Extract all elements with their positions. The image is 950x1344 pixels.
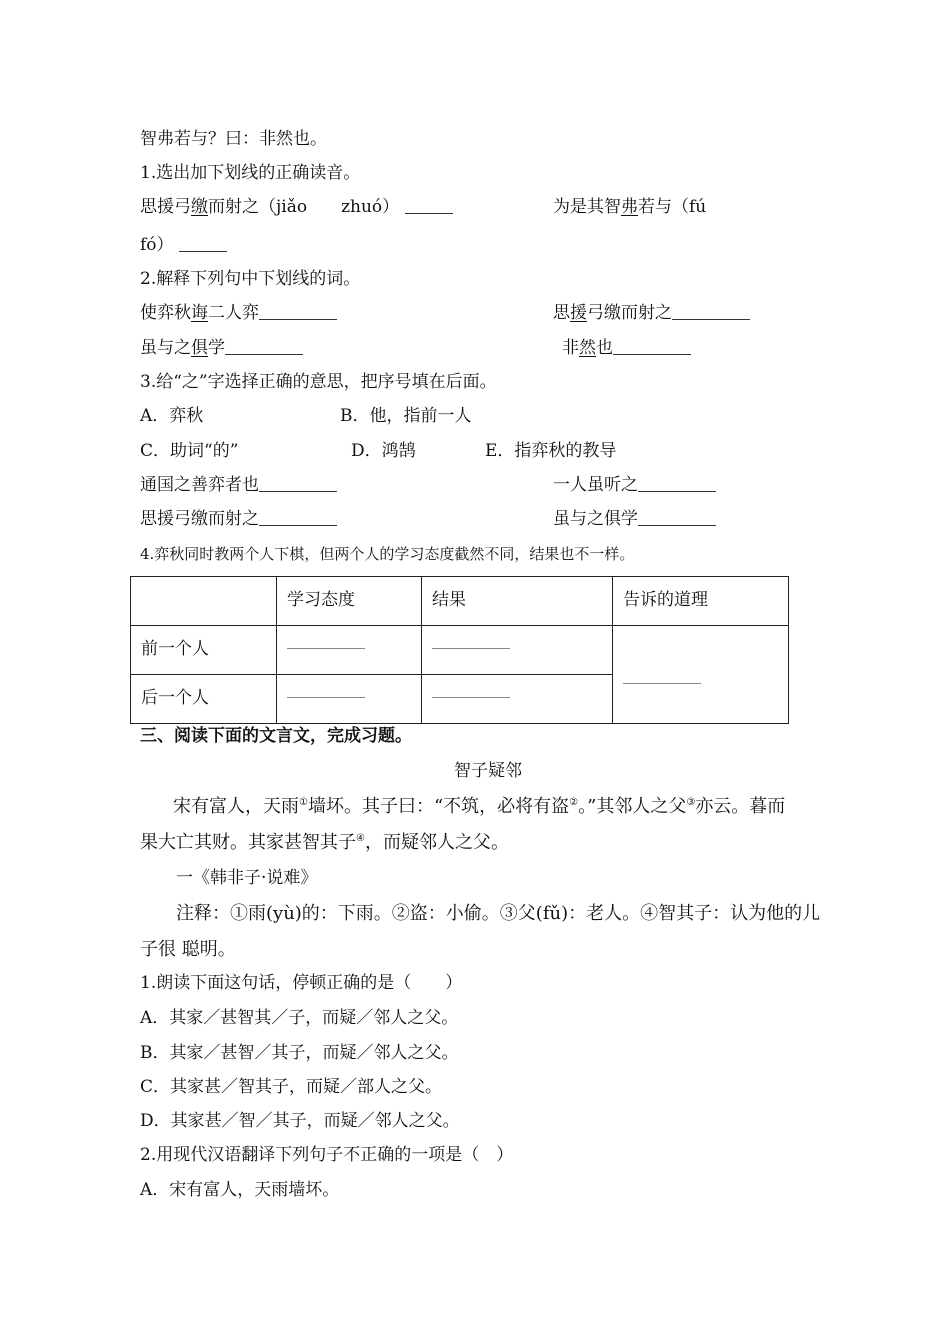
table-header-cell: 结果: [422, 577, 613, 626]
q2-item-d: [562, 337, 691, 359]
answer-blank[interactable]: [638, 510, 716, 526]
choice-d: D．其家甚／智／其子，而疑／邻人之父。: [140, 1111, 460, 1131]
text: 非: [562, 338, 579, 358]
text: 二人弈: [208, 303, 259, 323]
text: 墙坏。其子曰：“不筑，必将有盗: [307, 796, 570, 817]
choice-c: C．其家甚／智其子，而疑／部人之父。: [140, 1077, 443, 1097]
text: 而射之（jiǎo zhuó）: [208, 197, 400, 217]
q1-item-b-cont: [140, 234, 227, 256]
row-label: 后一个人: [131, 675, 277, 724]
text-line: 智弗若与？曰：非然也。: [140, 129, 327, 149]
text: 思援弓缴而射之: [140, 509, 259, 529]
text: 。”其邻人之父: [578, 796, 687, 817]
answer-blank[interactable]: [259, 304, 337, 320]
answer-blank[interactable]: [179, 236, 227, 252]
text: 也: [596, 338, 613, 358]
underlined-char: 然: [579, 338, 596, 358]
underlined-char: 诲: [191, 303, 208, 323]
answer-cell[interactable]: [422, 675, 613, 724]
text: 为是其智: [553, 197, 621, 217]
q2-item-c: [140, 337, 303, 359]
passage-line-2: [140, 831, 509, 855]
q3-sentence-2: [553, 474, 716, 496]
underlined-char: 弗: [621, 197, 638, 217]
text: 虽与之俱学: [553, 509, 638, 529]
text: ，而疑邻人之父。: [364, 832, 509, 853]
answer-blank[interactable]: [613, 339, 691, 355]
text: 思援弓: [140, 197, 191, 217]
text: fó）: [140, 235, 174, 255]
reading-question-1: 1.朗读下面这句话，停顿正确的是（ ）: [140, 973, 463, 993]
question-2: 2.解释下列句中下划线的词。: [140, 269, 361, 289]
choice-a: A．其家／甚智其／子，而疑／邻人之父。: [140, 1008, 459, 1028]
section-heading: 三、阅读下面的文言文，完成习题。: [140, 726, 412, 746]
answer-blank[interactable]: [672, 304, 750, 320]
text: 亦云。暮而: [695, 796, 786, 817]
table-header-row: [131, 577, 789, 626]
underlined-char: 缴: [191, 197, 208, 217]
text: 弓缴而射之: [587, 303, 672, 323]
text: 思: [553, 303, 570, 323]
q1-item-b: [553, 196, 706, 218]
text: 若与（fú: [638, 197, 707, 217]
answer-blank[interactable]: [638, 476, 716, 492]
option-b: B．他，指前一人: [340, 406, 472, 426]
underlined-char: 援: [570, 303, 587, 323]
answer-blank[interactable]: [623, 683, 701, 684]
option-d: D．鸿鹄: [351, 441, 416, 461]
q3-sentence-3: [140, 508, 337, 530]
q2-item-a: [140, 302, 337, 324]
answer-blank[interactable]: [259, 476, 337, 492]
passage-source: 一《韩非子·说难》: [176, 868, 318, 888]
table-header-cell: [131, 577, 277, 626]
answer-blank[interactable]: [405, 198, 453, 214]
text: 虽与之: [140, 338, 191, 358]
answer-cell[interactable]: [277, 626, 422, 675]
answer-blank[interactable]: [259, 510, 337, 526]
table-header-cell: 告诉的道理: [613, 577, 789, 626]
question-4: 4.弈秋同时教两个人下棋，但两个人的学习态度截然不同，结果也不一样。: [140, 545, 635, 563]
question-1: 1.选出加下划线的正确读音。: [140, 163, 361, 183]
answer-blank[interactable]: [225, 339, 303, 355]
text: 学: [208, 338, 225, 358]
passage-line-1: [173, 795, 785, 819]
reading-question-2: 2.用现代汉语翻译下列句子不正确的一项是（ ）: [140, 1145, 514, 1165]
row-label: 前一个人: [131, 626, 277, 675]
q3-sentence-4: [553, 508, 716, 530]
answer-blank[interactable]: [287, 697, 365, 698]
option-a: A．弈秋: [140, 406, 204, 426]
passage-title: 智子疑邻: [454, 761, 522, 781]
choice-a: A．宋有富人，天雨墙坏。: [140, 1180, 340, 1200]
option-e: E．指弈秋的教导: [485, 441, 617, 461]
table-row: [131, 626, 789, 675]
footnote-mark: ①: [299, 797, 308, 808]
answer-cell[interactable]: [613, 626, 789, 724]
answer-cell[interactable]: [277, 675, 422, 724]
answer-blank[interactable]: [287, 648, 365, 649]
comparison-table: [130, 576, 789, 724]
table-header-cell: 学习态度: [277, 577, 422, 626]
text: 果大亡其财。其家甚智其子: [140, 832, 356, 853]
option-c: C．助词“的”: [140, 441, 239, 461]
q3-sentence-1: [140, 474, 337, 496]
passage-notes: 注释：①雨(yù)的：下雨。②盗：小偷。③父(fǔ)：老人。④智其子：认为他的儿: [176, 903, 821, 924]
answer-blank[interactable]: [432, 697, 510, 698]
q2-item-b: [553, 302, 750, 324]
choice-b: B．其家／甚智／其子，而疑／邻人之父。: [140, 1043, 459, 1063]
underlined-char: 俱: [191, 338, 208, 358]
footnote-mark: ④: [356, 833, 365, 844]
answer-blank[interactable]: [432, 648, 510, 649]
text: 一人虽听之: [553, 475, 638, 495]
text: 宋有富人，天雨: [173, 796, 299, 817]
footnote-mark: ③: [686, 797, 696, 808]
text: 使弈秋: [140, 303, 191, 323]
q1-item-a: [140, 196, 453, 218]
text: 通国之善弈者也: [140, 475, 259, 495]
question-3: 3.给“之”字选择正确的意思，把序号填在后面。: [140, 372, 497, 392]
footnote-mark: ②: [569, 797, 579, 808]
answer-cell[interactable]: [422, 626, 613, 675]
passage-notes-cont: 子很 聪明。: [140, 939, 236, 960]
